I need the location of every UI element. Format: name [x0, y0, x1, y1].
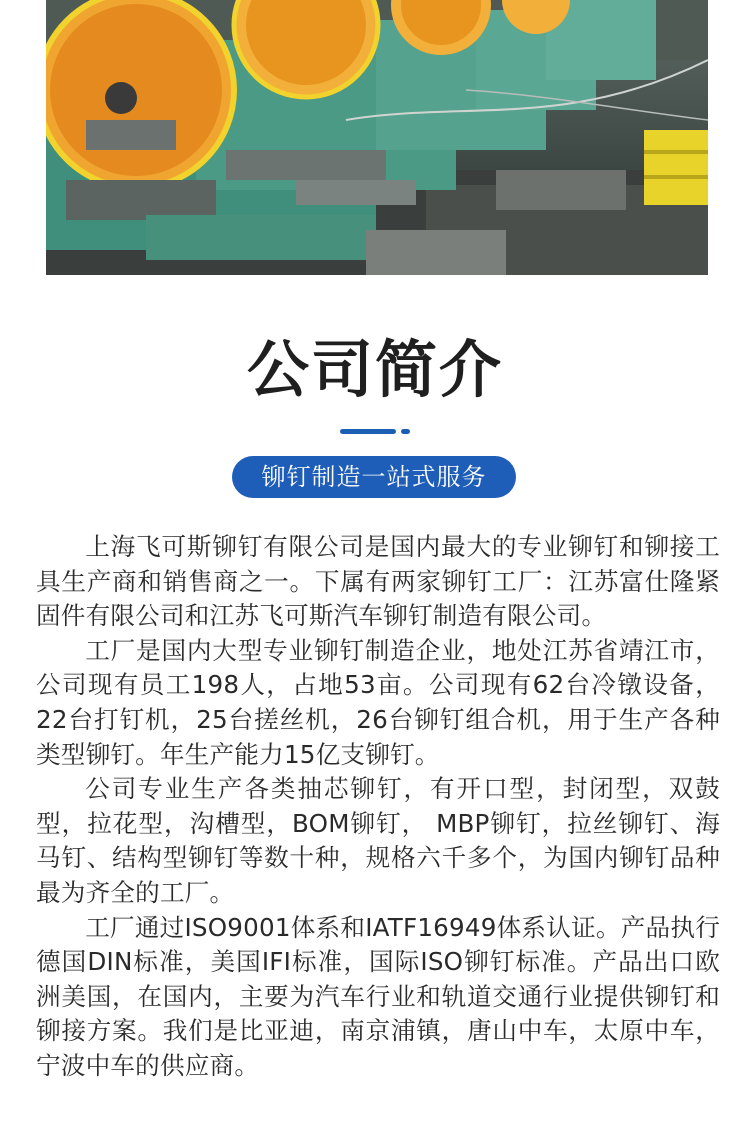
title-underline: [340, 429, 396, 434]
page-title: 公司简介: [246, 333, 503, 406]
intro-paragraph: 公司专业生产各类抽芯铆钉，有开口型，封闭型，双鼓型，拉花型，沟槽型，BOM铆钉， MBP铆钉，拉丝铆钉、海马钉、结构型铆钉等数十种，规格六千多个，为国内铆钉品种最为齐全的工厂。: [36, 774, 720, 907]
company-intro-body: [36, 530, 720, 1084]
factory-machines-photo: [46, 0, 708, 275]
title-underline-dot: [401, 429, 410, 434]
intro-paragraph: 工厂是国内大型专业铆钉制造企业，地处江苏省靖江市，公司现有员工198人，占地53亩。公司现有62台冷镦设备，22台打钉机，25台搓丝机，26台铆钉组合机，用于生产各种类型铆钉。年生产能力15亿支铆钉。: [36, 635, 720, 769]
factory-photo: [46, 0, 708, 275]
service-badge: 铆钉制造一站式服务: [232, 456, 516, 498]
intro-paragraph: 上海飞可斯铆钉有限公司是国内最大的专业铆钉和铆接工具生产商和销售商之一。下属有两家铆钉工厂：江苏富仕隆紧固件有限公司和江苏飞可斯汽车铆钉制造有限公司。: [36, 532, 720, 631]
intro-paragraph: 工厂通过ISO9001体系和IATF16949体系认证。产品执行德国DIN标准，美国IFI标准，国际ISO铆钉标准。产品出口欧洲美国，在国内，主要为汽车行业和轨道交通行业提供铆钉和铆接方案。我们是比亚迪，南京浦镇，唐山中车，太原中车，宁波中车的供应商。: [36, 912, 720, 1080]
